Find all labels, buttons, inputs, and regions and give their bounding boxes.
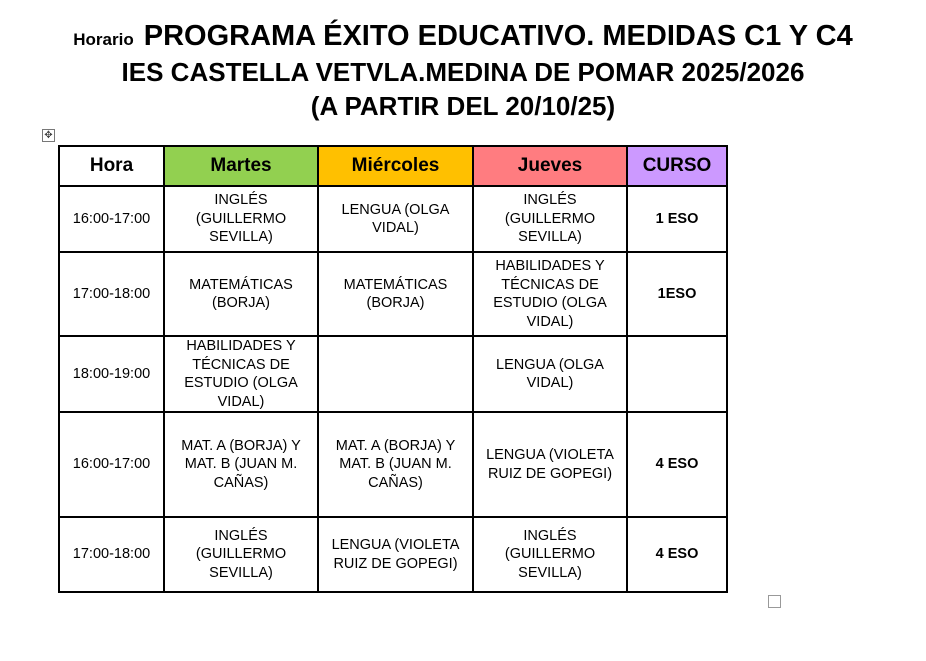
title-line-2: IES CASTELLA VETVLA.MEDINA DE POMAR 2025/2026 <box>121 57 805 87</box>
miercoles-cell-text: LENGUA (VIOLETA RUIZ DE GOPEGI) <box>331 537 460 572</box>
header-hora: Hora <box>59 146 164 186</box>
table-move-handle-icon[interactable]: ✥ <box>42 129 55 142</box>
miercoles-cell <box>318 186 473 252</box>
title-line-3: (A PARTIR DEL 20/10/25) <box>310 91 616 121</box>
header-jueves: Jueves <box>473 146 627 186</box>
hora-cell: 17:00-18:00 <box>59 252 164 336</box>
header-martes: Martes <box>164 146 318 186</box>
jueves-cell-text: LENGUA (VIOLETA RUIZ DE GOPEGI) <box>486 447 614 482</box>
jueves-cell <box>473 252 627 336</box>
title-prefix: Horario <box>73 30 134 49</box>
curso-cell: 1 ESO <box>627 186 727 252</box>
hora-cell: 18:00-19:00 <box>59 336 164 412</box>
header-row <box>59 146 727 186</box>
martes-cell <box>164 186 318 252</box>
miercoles-cell <box>318 252 473 336</box>
title-line-1: PROGRAMA ÉXITO EDUCATIVO. MEDIDAS C1 Y C4 <box>143 20 853 52</box>
miercoles-cell-text: MATEMÁTICAS (BORJA) <box>343 276 448 311</box>
table-row <box>59 252 727 336</box>
header-curso: CURSO <box>627 146 727 186</box>
table-row <box>59 336 727 412</box>
curso-cell <box>627 336 727 412</box>
table-row <box>59 412 727 517</box>
martes-cell-text: HABILIDADES Y TÉCNICAS DE ESTUDIO (OLGA VIDAL) <box>184 338 298 410</box>
miercoles-cell <box>318 517 473 592</box>
martes-cell <box>164 252 318 336</box>
table-row <box>59 517 727 592</box>
martes-cell-text: MAT. A (BORJA) Y MAT. B (JUAN M. CAÑAS) <box>181 437 301 491</box>
jueves-cell-text: INGLÉS (GUILLERMO SEVILLA) <box>504 192 596 246</box>
jueves-cell <box>473 336 627 412</box>
curso-cell: 4 ESO <box>627 517 727 592</box>
jueves-cell <box>473 412 627 517</box>
jueves-cell-text: INGLÉS (GUILLERMO SEVILLA) <box>504 527 596 581</box>
miercoles-cell-text: LENGUA (OLGA VIDAL) <box>341 201 450 236</box>
jueves-cell <box>473 517 627 592</box>
document-title <box>0 16 926 60</box>
jueves-cell-text: LENGUA (OLGA VIDAL) <box>496 356 604 391</box>
miercoles-cell-text: MAT. A (BORJA) Y MAT. B (JUAN M. CAÑAS) <box>335 437 456 491</box>
hora-cell: 16:00-17:00 <box>59 186 164 252</box>
miercoles-cell <box>318 336 473 412</box>
martes-cell <box>164 336 318 412</box>
schedule-table <box>58 145 728 593</box>
jueves-cell-text: HABILIDADES Y TÉCNICAS DE ESTUDIO (OLGA VIDAL) <box>493 258 607 330</box>
hora-cell: 17:00-18:00 <box>59 517 164 592</box>
curso-cell: 4 ESO <box>627 412 727 517</box>
table-resize-handle[interactable] <box>768 595 781 608</box>
martes-cell <box>164 412 318 517</box>
martes-cell <box>164 517 318 592</box>
header-miercoles: Miércoles <box>318 146 473 186</box>
martes-cell-text: INGLÉS (GUILLERMO SEVILLA) <box>195 527 287 581</box>
hora-cell: 16:00-17:00 <box>59 412 164 517</box>
martes-cell-text: MATEMÁTICAS (BORJA) <box>189 276 293 311</box>
martes-cell-text: INGLÉS (GUILLERMO SEVILLA) <box>195 192 287 246</box>
miercoles-cell <box>318 412 473 517</box>
jueves-cell <box>473 186 627 252</box>
table-row <box>59 186 727 252</box>
curso-cell: 1ESO <box>627 252 727 336</box>
